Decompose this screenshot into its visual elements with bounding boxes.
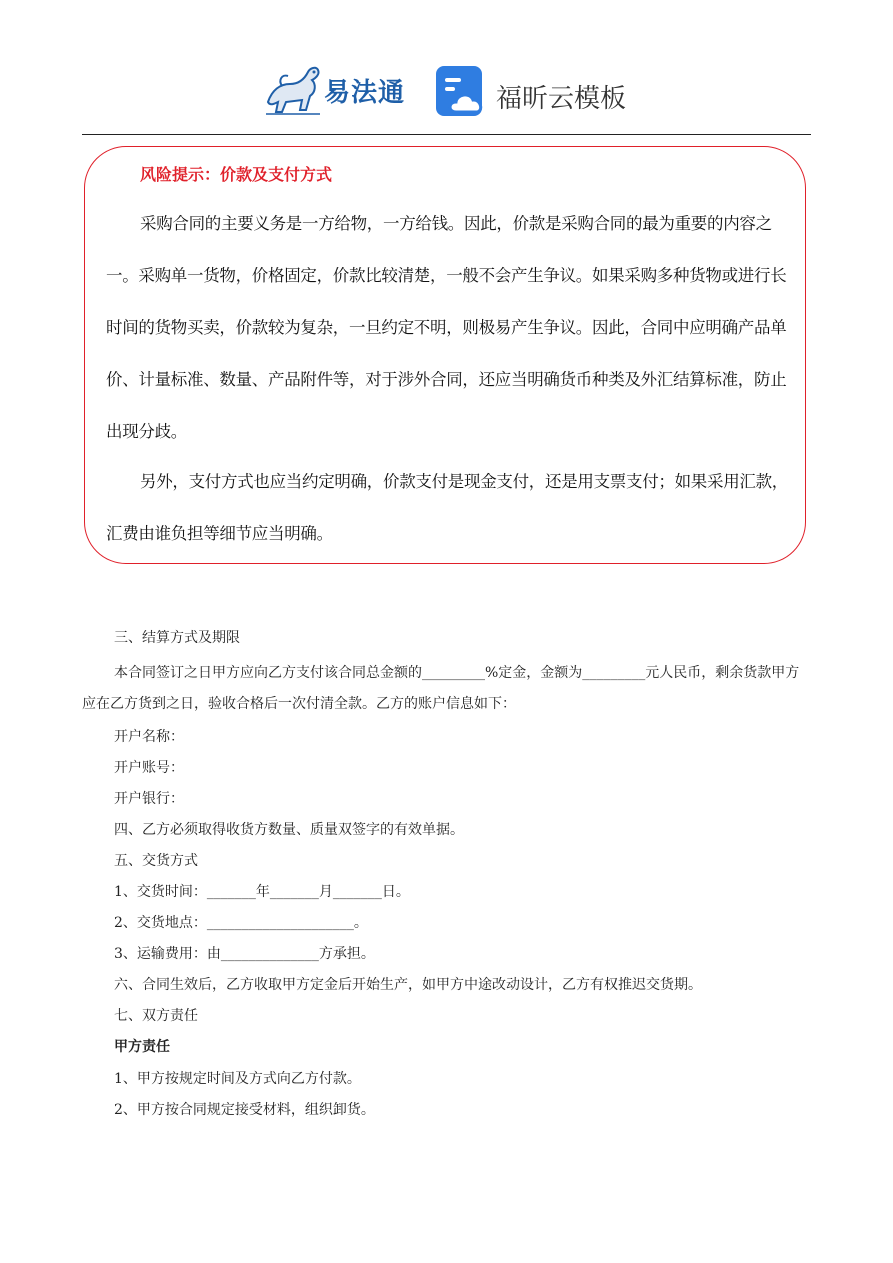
section-3-paragraph: 本合同签订之日甲方应向乙方支付该合同总金额的_________%定金，金额为_________元人民币，剩余货款甲方应在乙方货到之日，验收合格后一次付清全款。乙方的账户信息如下： <box>82 665 800 712</box>
section-5-title: 五、交货方式 <box>114 853 198 869</box>
yifatong-logo <box>262 62 412 118</box>
section-6: 六、合同生效后，乙方收取甲方定金后开始生产，如甲方中途改动设计，乙方有权推迟交货期。 <box>114 977 702 993</box>
party-a-item-1: 1、甲方按规定时间及方式向乙方付款。 <box>114 1071 361 1087</box>
logo-left-text: 易法通 <box>324 78 406 108</box>
foxit-template-logo <box>436 66 636 118</box>
logo-right-text: 福昕云模板 <box>496 84 627 114</box>
risk-tip-title: 风险提示：价款及支付方式 <box>140 165 333 184</box>
header-divider <box>82 134 811 135</box>
section-4: 四、乙方必须取得收货方数量、质量双签字的有效单据。 <box>114 822 464 838</box>
delivery-place: 2、交货地点：_____________________。 <box>114 915 368 931</box>
risk-tip-paragraph-2: 另外，支付方式也应当约定明确，价款支付是现金支付，还是用支票支付；如果采用汇款，汇费由谁负担等细节应当明确。 <box>106 472 789 543</box>
section-3-title: 三、结算方式及期限 <box>114 630 240 646</box>
party-a-responsibility-title: 甲方责任 <box>114 1039 170 1055</box>
delivery-time: 1、交货时间：_______年_______月_______日。 <box>114 884 410 900</box>
risk-tip-paragraph-1: 采购合同的主要义务是一方给物，一方给钱。因此，价款是采购合同的最为重要的内容之一。采购单一货物，价格固定，价款比较清楚，一般不会产生争议。如果采购多种货物或进行长时间的货物买卖，价款较为复杂，一旦约定不明，则极易产生争议。因此，合同中应明确产品单价、计量标准、数量、产品附件等，对于涉外合同，还应当明确货币种类及外汇结算标准，防止出现分歧。 <box>106 214 787 441</box>
qilin-icon <box>262 62 324 118</box>
freight-cost: 3、运输费用：由______________方承担。 <box>114 946 375 962</box>
account-bank-field: 开户银行： <box>114 791 184 807</box>
party-a-item-2: 2、甲方按合同规定接受材料，组织卸货。 <box>114 1102 375 1118</box>
page-header <box>0 58 893 128</box>
account-number-field: 开户账号： <box>114 760 184 776</box>
cloud-document-icon <box>436 66 488 118</box>
section-7-title: 七、双方责任 <box>114 1008 198 1024</box>
account-name-field: 开户名称： <box>114 729 184 745</box>
